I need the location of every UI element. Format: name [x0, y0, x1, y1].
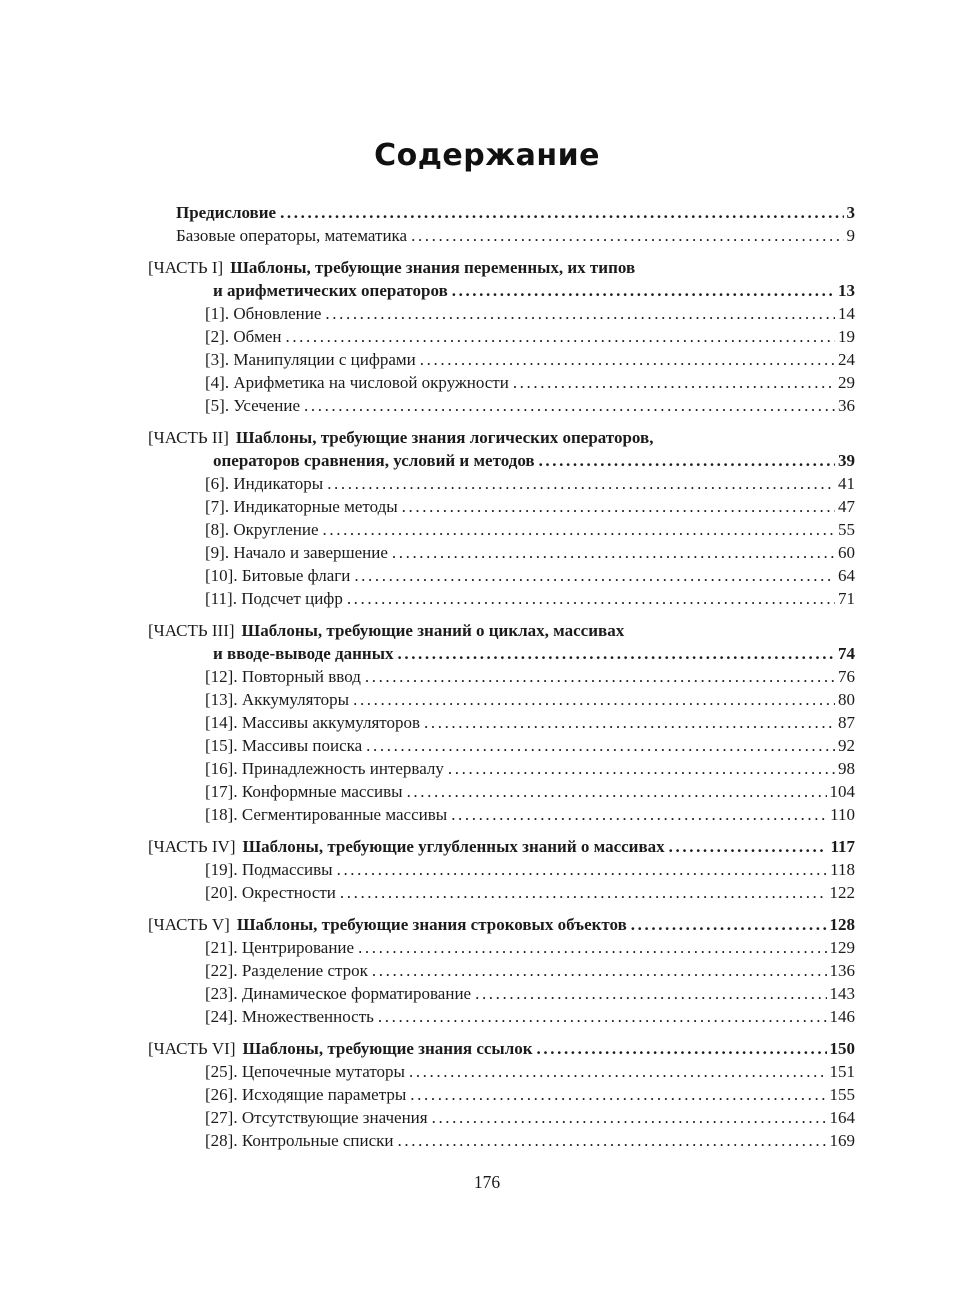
toc-row — [148, 1083, 855, 1106]
entry-label: Шаблоны, требующие знаний о циклах, массивах — [241, 621, 625, 640]
entry-label: [4]. Арифметика на числовой окружности — [205, 373, 509, 392]
entry-label: [8]. Округление — [205, 520, 319, 539]
dot-leader — [475, 982, 826, 1005]
entry-page-number: 24 — [838, 350, 855, 369]
part-prefix: [ЧАСТЬ V] — [148, 915, 230, 934]
entry-page-number: 74 — [838, 644, 855, 663]
entry-page-number: 41 — [838, 474, 855, 493]
entry-page-number: 9 — [846, 226, 855, 245]
entry-label: [18]. Сегментированные массивы — [205, 805, 448, 824]
dot-leader — [372, 959, 827, 982]
toc-row — [148, 587, 855, 610]
dot-leader — [448, 757, 835, 780]
entry-page-number: 122 — [829, 883, 855, 902]
entry-label: [19]. Подмассивы — [205, 860, 333, 879]
dot-leader — [452, 279, 835, 302]
toc-row — [148, 757, 855, 780]
entry-page-number: 146 — [829, 1007, 855, 1026]
entry-page-number: 13 — [838, 281, 855, 300]
entry-page-number: 80 — [838, 690, 855, 709]
toc-row — [148, 472, 855, 495]
entry-label: и арифметических операторов — [213, 281, 448, 300]
entry-label: [16]. Принадлежность интервалу — [205, 759, 444, 778]
dot-leader — [280, 201, 843, 224]
toc-row — [148, 803, 855, 826]
dot-leader — [424, 711, 835, 734]
entry-page-number: 76 — [838, 667, 855, 686]
toc-row — [148, 394, 855, 417]
toc-row — [148, 711, 855, 734]
entry-label: [13]. Аккумуляторы — [205, 690, 350, 709]
entry-page-number: 55 — [838, 520, 855, 539]
dot-leader — [631, 913, 827, 936]
dot-leader — [537, 1037, 827, 1060]
part-prefix: [ЧАСТЬ VI] — [148, 1039, 236, 1058]
toc-row — [148, 1129, 855, 1152]
entry-page-number: 36 — [838, 396, 855, 415]
entry-page-number: 92 — [838, 736, 855, 755]
dot-leader — [402, 495, 835, 518]
page-number: 176 — [473, 1172, 501, 1192]
entry-label: [22]. Разделение строк — [205, 961, 368, 980]
entry-label: [1]. Обновление — [205, 304, 322, 323]
entry-page-number: 155 — [829, 1085, 855, 1104]
toc-row — [148, 449, 855, 472]
entry-label: [14]. Массивы аккумуляторов — [205, 713, 421, 732]
toc-row — [148, 982, 855, 1005]
dot-leader — [410, 1083, 826, 1106]
entry-label: Предисловие — [176, 203, 277, 222]
toc-row — [148, 1106, 855, 1129]
dot-leader — [407, 780, 827, 803]
entry-label: операторов сравнения, условий и методов — [213, 451, 535, 470]
toc-row — [148, 256, 855, 279]
toc-row — [148, 959, 855, 982]
entry-label: [25]. Цепочечные мутаторы — [205, 1062, 405, 1081]
entry-label: [26]. Исходящие параметры — [205, 1085, 407, 1104]
entry-label: [9]. Начало и завершение — [205, 543, 388, 562]
toc-row — [148, 642, 855, 665]
entry-label: [23]. Динамическое форматирование — [205, 984, 472, 1003]
entry-label: [11]. Подсчет цифр — [205, 589, 343, 608]
entry-label: [27]. Отсутствующие значения — [205, 1108, 428, 1127]
toc-row — [148, 371, 855, 394]
toc-row — [148, 224, 855, 247]
entry-page-number: 47 — [838, 497, 855, 516]
toc-row — [148, 325, 855, 348]
toc-row — [148, 279, 855, 302]
entry-page-number: 14 — [838, 304, 855, 323]
dot-leader — [337, 858, 828, 881]
toc-row — [148, 348, 855, 371]
dot-leader — [354, 564, 835, 587]
entry-label: [7]. Индикаторные методы — [205, 497, 398, 516]
part-prefix: [ЧАСТЬ I] — [148, 258, 224, 277]
entry-label: [10]. Битовые флаги — [205, 566, 351, 585]
part-prefix: [ЧАСТЬ III] — [148, 621, 235, 640]
entry-label: Шаблоны, требующие знания переменных, их типов — [230, 258, 636, 277]
entry-label: Шаблоны, требующие углубленных знаний о массивах — [242, 837, 665, 856]
toc-row — [148, 302, 855, 325]
dot-leader — [323, 518, 835, 541]
entry-page-number: 150 — [829, 1039, 855, 1058]
dot-leader — [392, 541, 835, 564]
entry-page-number: 19 — [838, 327, 855, 346]
entry-label: [6]. Индикаторы — [205, 474, 324, 493]
entry-page-number: 136 — [829, 961, 855, 980]
toc-row — [148, 936, 855, 959]
dot-leader — [365, 665, 835, 688]
entry-page-number: 39 — [838, 451, 855, 470]
entry-label: Шаблоны, требующие знания строковых объектов — [236, 915, 627, 934]
toc-row — [148, 541, 855, 564]
dot-leader — [327, 472, 835, 495]
entry-label: Шаблоны, требующие знания логических операторов, — [235, 428, 654, 447]
dot-leader — [539, 449, 835, 472]
entry-page-number: 3 — [846, 203, 855, 222]
dot-leader — [432, 1106, 827, 1129]
toc-row — [148, 881, 855, 904]
toc-row — [148, 426, 855, 449]
entry-page-number: 29 — [838, 373, 855, 392]
dot-leader — [366, 734, 835, 757]
entry-label: [20]. Окрестности — [205, 883, 336, 902]
entry-page-number: 129 — [829, 938, 855, 957]
dot-leader — [411, 224, 843, 247]
toc-row — [148, 495, 855, 518]
toc-row — [148, 688, 855, 711]
dot-leader — [451, 803, 827, 826]
entry-label: [28]. Контрольные списки — [205, 1131, 394, 1150]
entry-label: [2]. Обмен — [205, 327, 282, 346]
entry-page-number: 87 — [838, 713, 855, 732]
toc-row — [148, 665, 855, 688]
dot-leader — [347, 587, 835, 610]
dot-leader — [669, 835, 828, 858]
toc-row — [148, 835, 855, 858]
entry-label: [3]. Манипуляции с цифрами — [205, 350, 416, 369]
dot-leader — [353, 688, 835, 711]
entry-page-number: 117 — [830, 837, 855, 856]
dot-leader — [325, 302, 835, 325]
toc-row — [148, 734, 855, 757]
part-prefix: [ЧАСТЬ II] — [148, 428, 229, 447]
entry-label: [21]. Центрирование — [205, 938, 355, 957]
entry-label: Базовые операторы, математика — [176, 226, 408, 245]
toc-row — [148, 913, 855, 936]
entry-page-number: 98 — [838, 759, 855, 778]
toc-row — [148, 1005, 855, 1028]
entry-page-number: 64 — [838, 566, 855, 585]
toc-row — [148, 780, 855, 803]
entry-label: [17]. Конформные массивы — [205, 782, 403, 801]
dot-leader — [513, 371, 835, 394]
dot-leader — [285, 325, 835, 348]
toc-row — [148, 564, 855, 587]
dot-leader — [358, 936, 826, 959]
toc-row — [148, 619, 855, 642]
dot-leader — [340, 881, 827, 904]
toc-list — [148, 201, 855, 1152]
entry-label: и вводе-выводе данных — [213, 644, 394, 663]
entry-page-number: 118 — [830, 860, 855, 879]
entry-page-number: 128 — [829, 915, 855, 934]
entry-label: Шаблоны, требующие знания ссылок — [242, 1039, 533, 1058]
entry-page-number: 110 — [830, 805, 855, 824]
entry-page-number: 104 — [829, 782, 855, 801]
entry-label: [12]. Повторный ввод — [205, 667, 361, 686]
entry-page-number: 164 — [829, 1108, 855, 1127]
dot-leader — [398, 642, 836, 665]
toc-row — [148, 1037, 855, 1060]
toc-row — [148, 201, 855, 224]
part-prefix: [ЧАСТЬ IV] — [148, 837, 236, 856]
entry-page-number: 71 — [838, 589, 855, 608]
entry-label: [5]. Усечение — [205, 396, 301, 415]
entry-label: [24]. Множественность — [205, 1007, 374, 1026]
dot-leader — [398, 1129, 827, 1152]
toc-row — [148, 1060, 855, 1083]
dot-leader — [378, 1005, 827, 1028]
dot-leader — [304, 394, 835, 417]
entry-page-number: 143 — [829, 984, 855, 1003]
dot-leader — [409, 1060, 827, 1083]
dot-leader — [420, 348, 835, 371]
entry-page-number: 151 — [829, 1062, 855, 1081]
entry-page-number: 60 — [838, 543, 855, 562]
entry-label: [15]. Массивы поиска — [205, 736, 363, 755]
toc-row — [148, 518, 855, 541]
entry-page-number: 169 — [829, 1131, 855, 1150]
toc-row — [148, 858, 855, 881]
page-title: Содержание — [374, 138, 600, 173]
